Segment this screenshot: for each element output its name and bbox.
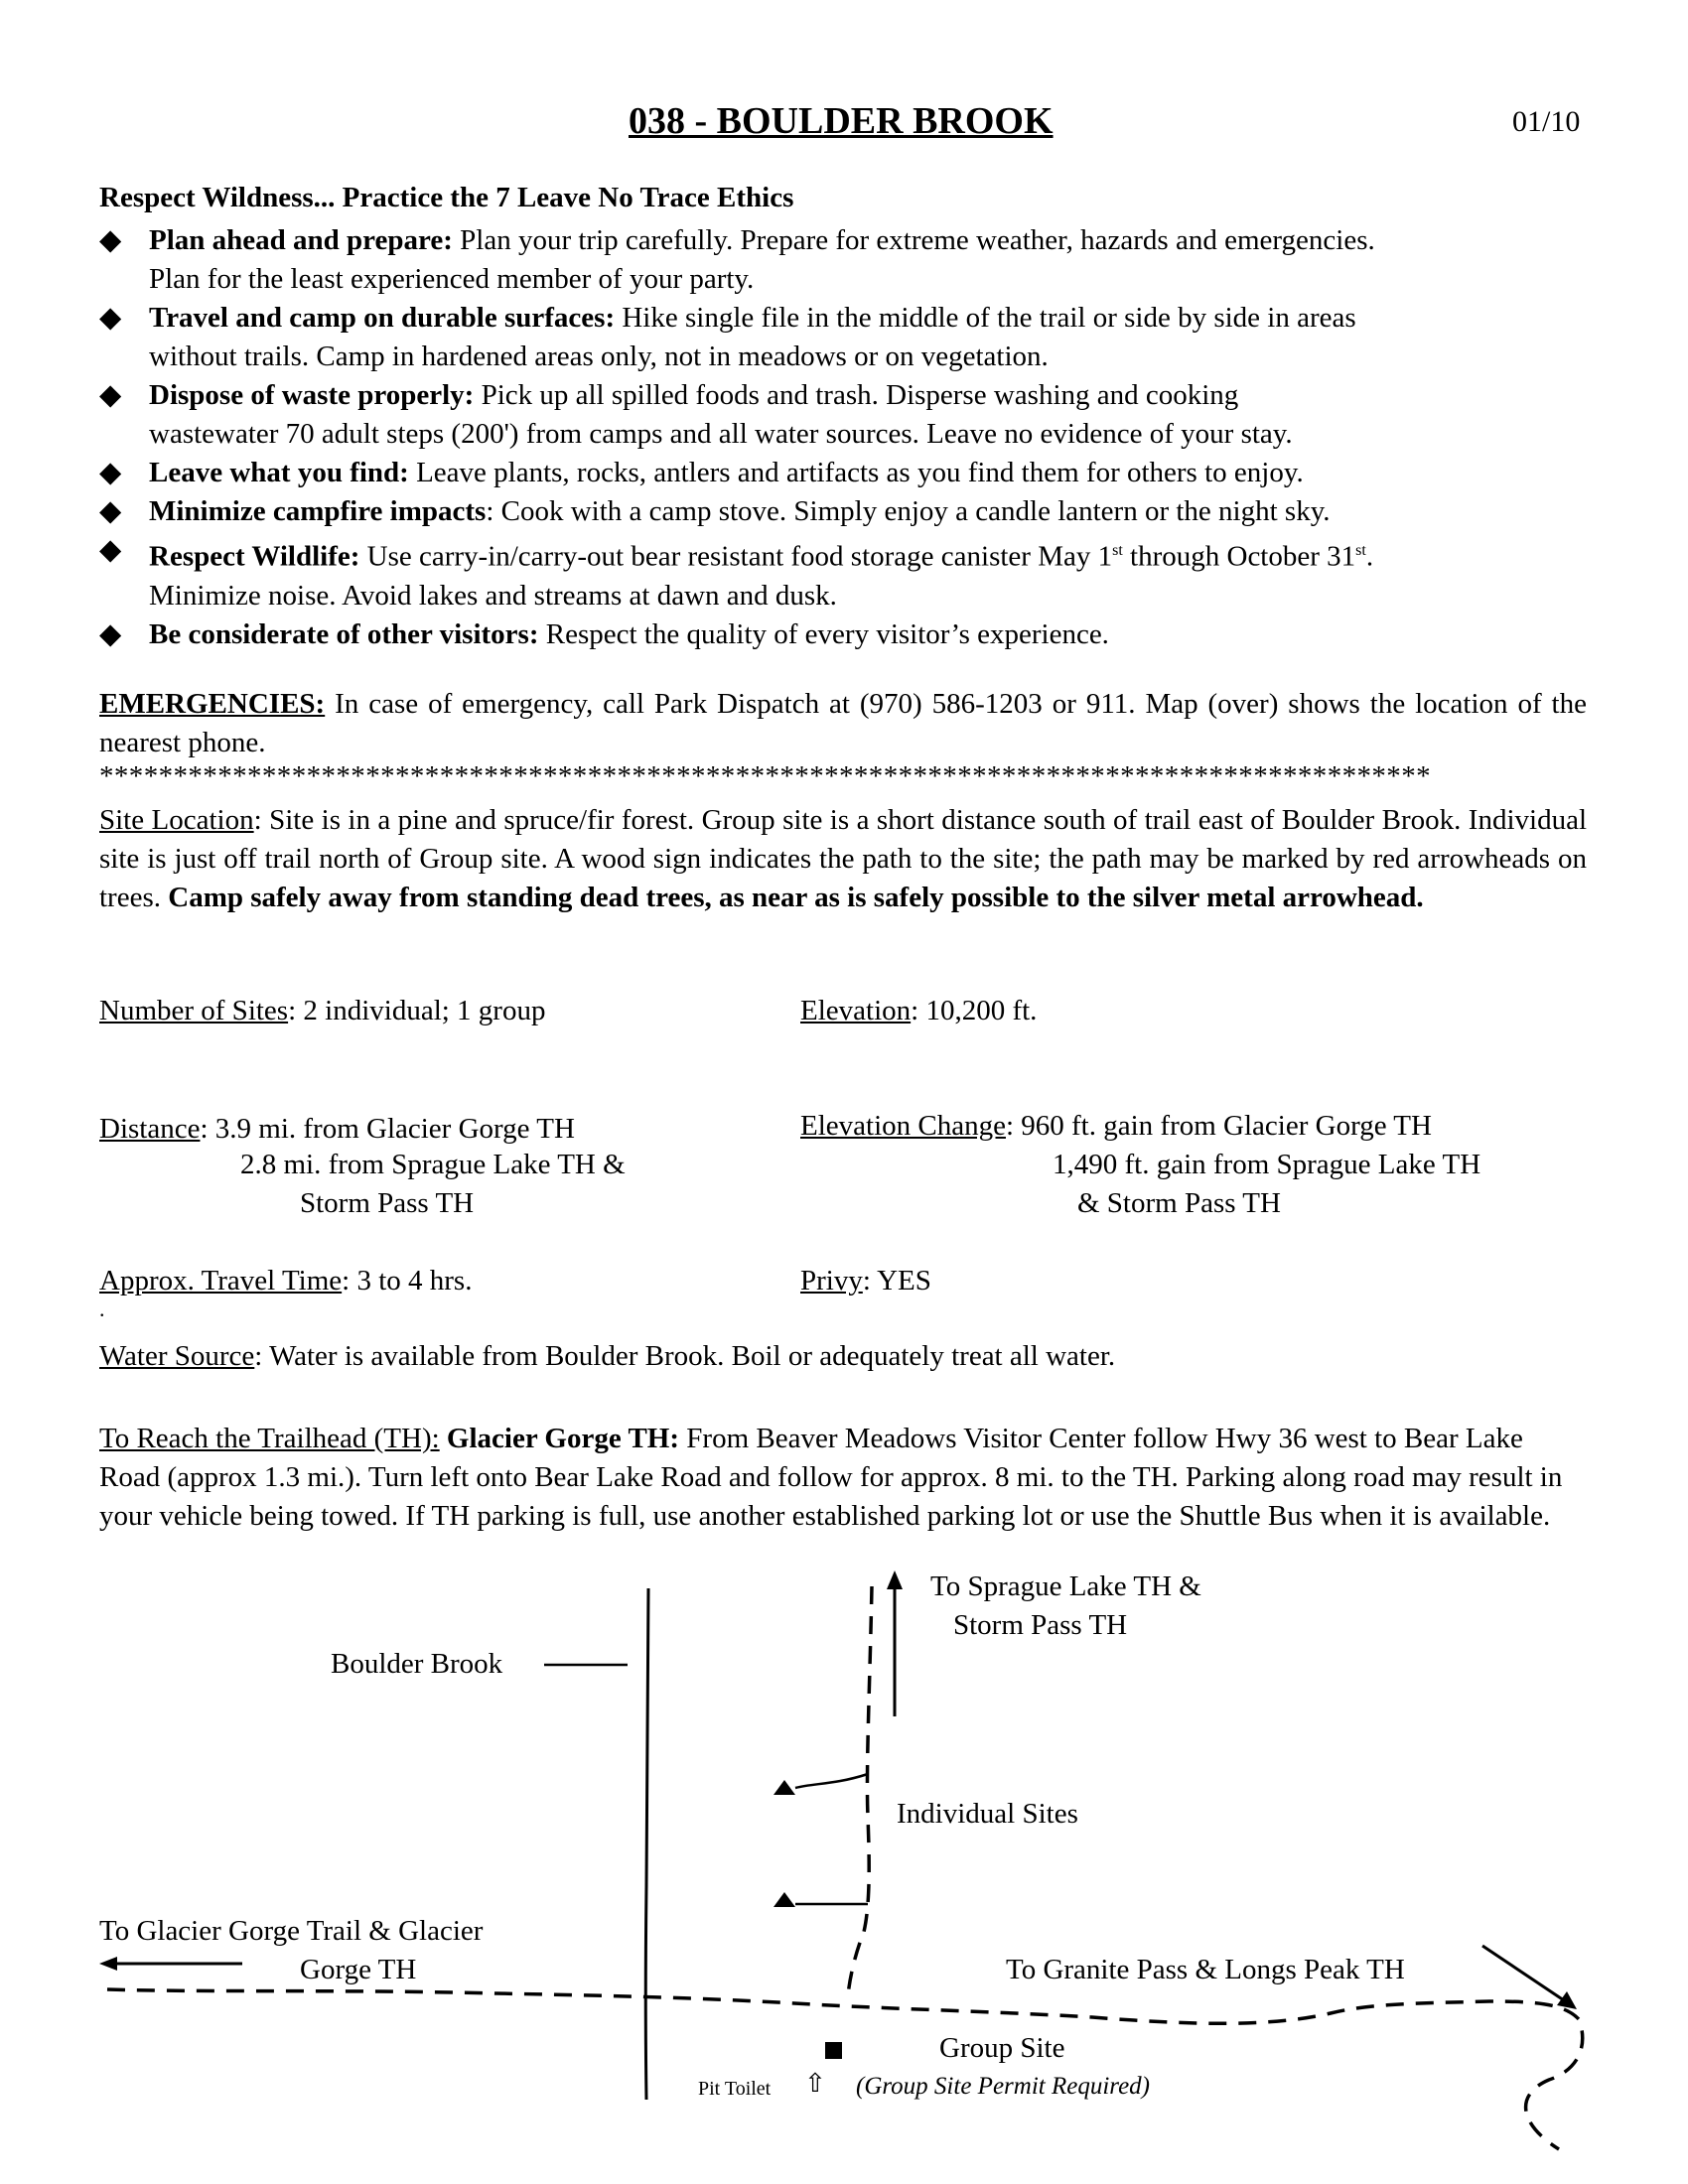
- lnt-term: Leave what you find:: [149, 457, 409, 488]
- map-label-boulder-brook: Boulder Brook: [331, 1648, 503, 1680]
- site-location-warning: Camp safely away from standing dead trees, as near as is safely possible to the silver metal arrowhead.: [168, 882, 1424, 913]
- privy-value: : YES: [862, 1265, 931, 1297]
- lnt-text-cont: Minimize noise. Avoid lakes and streams at dawn and dusk.: [149, 579, 837, 612]
- diamond-bullet-icon: ◆: [99, 302, 122, 334]
- elevation-change-label: Elevation Change: [800, 1110, 1006, 1142]
- granite-arrow-line: [1482, 1946, 1564, 2000]
- diamond-bullet-icon: ◆: [99, 617, 122, 650]
- diamond-bullet-icon: ◆: [99, 379, 122, 411]
- privy-label: Privy: [800, 1265, 863, 1297]
- sites-value: : 2 individual; 1 group: [288, 995, 546, 1026]
- map-label-sprague: Storm Pass TH: [953, 1609, 1128, 1641]
- map-label-sprague: To Sprague Lake TH &: [930, 1570, 1201, 1602]
- diamond-bullet-icon: ◆: [99, 224, 122, 256]
- map-label-group-site: Group Site: [939, 2032, 1065, 2064]
- lnt-term: Plan ahead and prepare:: [149, 224, 453, 256]
- lnt-text: Pick up all spilled foods and trash. Disperse washing and cooking: [474, 379, 1239, 411]
- lnt-text-cont: Plan for the least experienced member of your party.: [149, 263, 755, 295]
- ordinal-suffix: st: [1355, 542, 1366, 559]
- lnt-text: Respect the quality of every visitor’s experience.: [538, 617, 1109, 650]
- map-label-glacier: Gorge TH: [300, 1954, 417, 1985]
- lnt-text: through October 31: [1122, 540, 1356, 573]
- main-trail: [107, 1989, 1583, 2149]
- elevation-change-line: 1,490 ft. gain from Sprague Lake TH: [1053, 1149, 1481, 1180]
- map-label-permit: (Group Site Permit Required): [856, 2073, 1150, 2100]
- elevation-label: Elevation: [800, 995, 912, 1026]
- north-spur-trail: [848, 1586, 872, 1995]
- lnt-term: Minimize campfire impacts: [149, 495, 487, 527]
- boulder-brook-line: [645, 1588, 648, 2100]
- lnt-term: Dispose of waste properly:: [149, 379, 475, 411]
- revision-date: 01/10: [1512, 105, 1581, 138]
- distance-label: Distance: [99, 1113, 201, 1145]
- elevation-change-line: : 960 ft. gain from Glacier Gorge TH: [1005, 1110, 1432, 1142]
- pit-toilet-icon: ⇧: [804, 2069, 826, 2099]
- map-label-individual-sites: Individual Sites: [897, 1798, 1078, 1830]
- lnt-term: Respect Wildlife:: [149, 540, 360, 573]
- group-site-marker: [825, 2042, 842, 2059]
- lnt-term: Be considerate of other visitors:: [149, 617, 539, 650]
- lnt-text-cont: without trails. Camp in hardened areas only, not in meadows or on vegetation.: [149, 341, 1049, 372]
- elevation-change-line: & Storm Pass TH: [1077, 1187, 1281, 1219]
- lnt-text: Plan your trip carefully. Prepare for extreme weather, hazards and emergencies.: [452, 224, 1375, 256]
- lnt-text: Use carry-in/carry-out bear resistant food storage canister May 1: [359, 540, 1113, 573]
- map-label-pit-toilet: Pit Toilet: [698, 2078, 772, 2100]
- trailhead-label: To Reach the Trailhead (TH):: [99, 1423, 440, 1454]
- trailhead-text: From Beaver Meadows Visitor Center follow Hwy 36 west to Bear Lake Road (approx 1.3 mi.). Turn left onto Bear Lake Road and follow for approx. 8 mi. to the TH. Parking along road may result in your vehicle being towed. If TH parking is full, use another established parking lot or use the Shuttle Bus when it is available.: [99, 1423, 1563, 1532]
- diamond-bullet-icon: ◆: [99, 457, 122, 488]
- lnt-text-cont: wastewater 70 adult steps (200') from camps and all water sources. Leave no evidence of your stay.: [149, 418, 1293, 450]
- site-connector: [795, 1774, 868, 1788]
- trailhead-name: Glacier Gorge TH:: [439, 1423, 680, 1454]
- ordinal-suffix: st: [1112, 542, 1123, 559]
- site-location-label: Site Location: [99, 804, 254, 836]
- tent-icon: [774, 1892, 795, 1907]
- page-title: 038 - BOULDER BROOK: [629, 100, 1054, 142]
- tent-icon: [774, 1780, 795, 1795]
- distance-line: : 3.9 mi. from Glacier Gorge TH: [200, 1113, 575, 1145]
- lnt-text: .: [1365, 540, 1374, 573]
- map-label-granite: To Granite Pass & Longs Peak TH: [1006, 1954, 1405, 1985]
- distance-line: 2.8 mi. from Sprague Lake TH &: [240, 1149, 626, 1180]
- lnt-term: Travel and camp on durable surfaces:: [149, 302, 616, 334]
- granite-arrow-head: [1557, 1991, 1577, 2009]
- emergencies-label: EMERGENCIES:: [99, 688, 326, 720]
- lnt-text: : Cook with a camp stove. Simply enjoy a candle lantern or the night sky.: [486, 495, 1331, 527]
- emergencies-text: In case of emergency, call Park Dispatch at (970) 586-1203 or 911. Map (over) shows the location of the nearest phone.: [99, 688, 1587, 758]
- map-label-glacier: To Glacier Gorge Trail & Glacier: [99, 1915, 484, 1947]
- water-source-label: Water Source: [99, 1340, 255, 1372]
- distance-line: Storm Pass TH: [300, 1187, 475, 1219]
- elevation-value: : 10,200 ft.: [911, 995, 1038, 1026]
- sites-label: Number of Sites: [99, 995, 289, 1026]
- diamond-bullet-icon: ◆: [99, 534, 122, 566]
- lnt-heading: Respect Wildness... Practice the 7 Leave No Trace Ethics: [99, 182, 794, 213]
- separator: ******************************************************************************************: [99, 760, 1431, 792]
- sprague-arrow-head: [887, 1570, 903, 1589]
- lnt-text: Leave plants, rocks, antlers and artifacts as you find them for others to enjoy.: [408, 457, 1304, 488]
- travel-time-value: : 3 to 4 hrs.: [342, 1265, 473, 1297]
- glacier-arrow-head: [99, 1957, 117, 1971]
- lnt-text: Hike single file in the middle of the trail or side by side in areas: [615, 302, 1356, 334]
- site-location-text: : Site is in a pine and spruce/fir forest. Group site is a short distance south of trail east of Boulder Brook. Individual site is just off trail north of Group site. A wood sign indicates the path to the site; the path may be marked by red arrowheads on trees.: [99, 804, 1588, 913]
- diamond-bullet-icon: ◆: [99, 495, 122, 527]
- stray-dot: .: [99, 1297, 105, 1321]
- water-source-value: : Water is available from Boulder Brook. Boil or adequately treat all water.: [254, 1340, 1116, 1372]
- travel-time-label: Approx. Travel Time: [99, 1265, 343, 1297]
